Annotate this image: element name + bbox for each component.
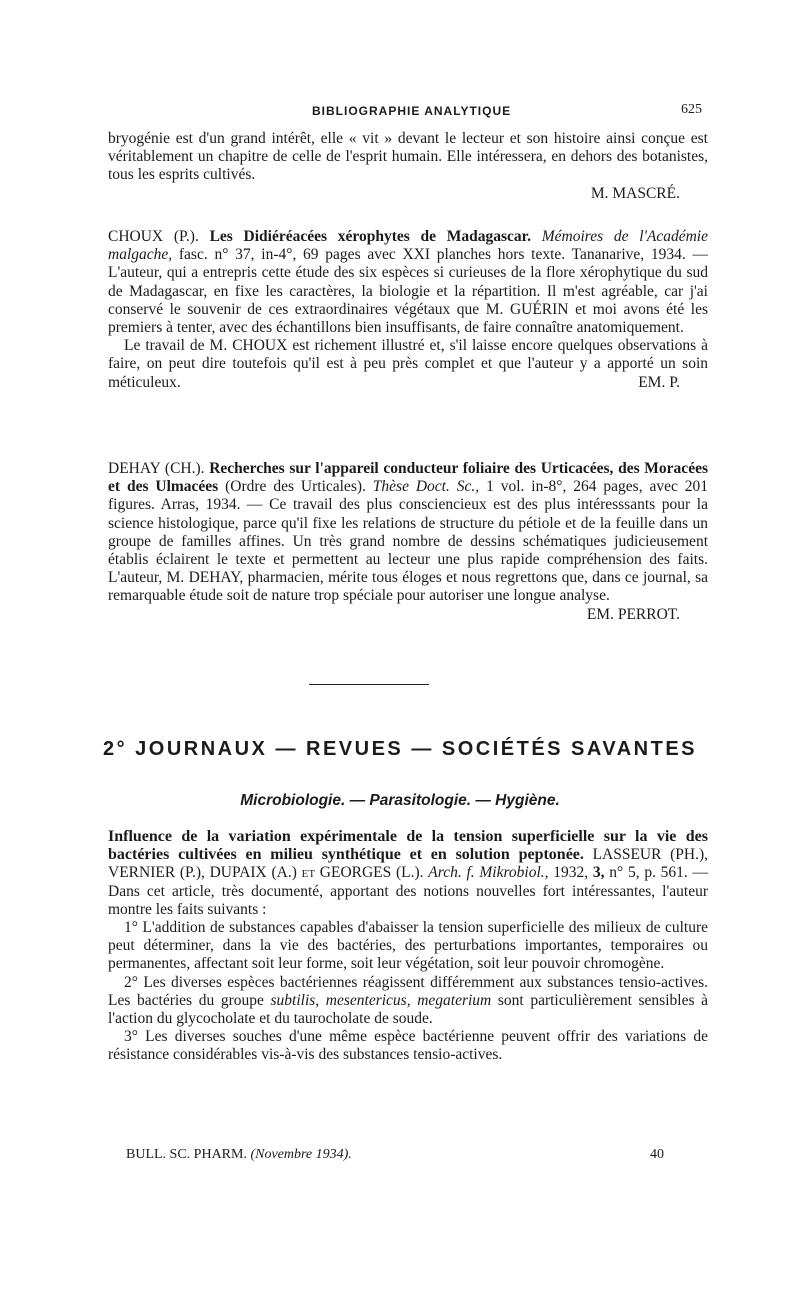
review-subtitle: (Ordre des Urticales).: [225, 478, 366, 496]
article-authors: LASSEUR (PH.), VERNIER (P.), DUPAIX (A.) et GEORGES (L.).: [108, 846, 708, 882]
review-choux: [108, 228, 708, 392]
review-text: fasc. n° 37, in-4°, 69 pages avec XXI planches hors texte. Tananarive, 1934. — L'auteur, qui a entrepris cette étude des six espèces si curieuses de la flore xérophytique du sud de Madagascar, en fixe les caractères, la biologie et la répartition. Il m'est agréable, car j'ai conservé le souvenir de ces extraordinaires végétaux que: [108, 246, 709, 318]
review-author: CHOUX (P.).: [108, 228, 199, 245]
article-entry: [108, 828, 708, 1065]
running-title: BIBLIOGRAPHIE ANALYTIQUE: [312, 104, 512, 118]
article-point-text: 2° Les diverses espèces bactériennes réagissent différemment aux substances tensio-actives. Les bactéries du groupe: [108, 973, 708, 1009]
article-year: 1932,: [553, 864, 589, 882]
article-point-3: 3° Les diverses souches d'une même espèce bactérienne peuvent offrir des variations de résistance considérables vis-à-vis des substances tensio-actives.: [108, 1028, 708, 1064]
review-text: 1 vol. in-8°, 264 pages, avec 201 figures. Arras, 1934. — Ce travail des plus consciencieux est des plus intéresssants pour la science histologique, parce qu'il fixe les relations de structure du pétiole et de la feuille dans un groupe de familles affines. Un très grand nombre de dessins schématiques judicieusement établis éclairent le texte et permettent au lecteur une plus rapide compréhension des faits. L'auteur,: [108, 478, 709, 587]
continued-review-text: bryogénie est d'un grand intérêt, elle « vit » devant le lecteur et son histoire ainsi conçue est véritablement un chapitre de celle de l'esprit humain. Elle intéressera, en dehors des botanistes, tous les esprits cultivés.: [108, 130, 708, 184]
review-text: et moi avons été les premiers à tenter, avec des échantillons bien insuffisants, de faire connaître anatomiquement.: [108, 300, 709, 337]
review-paragraph: [108, 337, 708, 392]
review-text: pharmacien, mérite tous éloges et nous regrettons que, dans ce journal, sa remarquable étude soit de nature trop spéciale pour autoriser une longue analyse.: [108, 569, 709, 605]
review-text: Le travail de: [124, 337, 205, 355]
review-name: M. GUÉRIN: [485, 300, 569, 318]
section-subheading: Microbiologie. — Parasitologie. — Hygiène.: [240, 792, 560, 809]
review-dehay: [108, 460, 708, 624]
article-point-1: 1° L'addition de substances capables d'abaisser la tension superficielle des milieux de culture peut déterminer, dans la vie des bactéries, des perturbations importantes, temporaires ou permanentes, affectant soit leur forme, soit leur végétation, soit leur pouvoir chromogène.: [108, 919, 708, 973]
review-name: M. CHOUX: [209, 337, 288, 355]
section-heading: 2° JOURNAUX — REVUES — SOCIÉTÉS SAVANTES: [102, 738, 697, 760]
footer-sheet-number: 40: [650, 1147, 664, 1162]
article-point-2: [108, 974, 708, 1029]
signature-perrot: EM. PERROT.: [586, 605, 680, 623]
review-author: DEHAY (CH.).: [108, 460, 205, 477]
article-title: Influence de la variation expérimentale de la tension superficielle sur la vie des bactéries cultivées en milieu synthétique et en solution peptonée.: [108, 828, 708, 864]
review-journal: Mémoires de l'Académie malgache,: [108, 228, 708, 264]
continued-review: [108, 130, 708, 203]
signature-emp: EM. P.: [638, 373, 680, 391]
review-thesis: Thèse Doct. Sc.,: [372, 478, 480, 496]
article-journal: Arch. f. Mikrobiol.,: [428, 864, 549, 882]
article-intro: n° 5, p. 561. — Dans cet article, très documenté, apportant des notions nouvelles fort intéressantes, l'auteur montre les faits suivants :: [108, 864, 709, 918]
page-number: 625: [681, 102, 702, 117]
article-volume: 3,: [592, 864, 605, 882]
divider-rule: [309, 684, 429, 685]
footer-journal: BULL. SC. PHARM.: [126, 1147, 247, 1162]
footer-date: (Novembre 1934).: [250, 1147, 352, 1162]
review-name: M. DEHAY,: [166, 569, 244, 587]
review-title: Recherches sur l'appareil conducteur foliaire des Urticacées, des Moracées et des Ulmacées: [108, 460, 708, 496]
signature-mascre: M. MASCRÉ.: [590, 184, 680, 202]
article-point-text: sont particulièrement sensibles à l'action du glycocholate et du taurocholate de soude.: [108, 991, 708, 1028]
review-title: Les Didiéréacées xérophytes de Madagascar.: [209, 228, 532, 245]
footer-citation: [126, 1147, 352, 1163]
review-text: est richement illustré et, s'il laisse encore quelques observations à faire, on peut dire toutefois qu'il est à peu près complet et que l'auteur y a apporté un soin méticuleux.: [108, 337, 709, 391]
article-species: subtilis, mesentericus, megaterium: [270, 991, 492, 1009]
